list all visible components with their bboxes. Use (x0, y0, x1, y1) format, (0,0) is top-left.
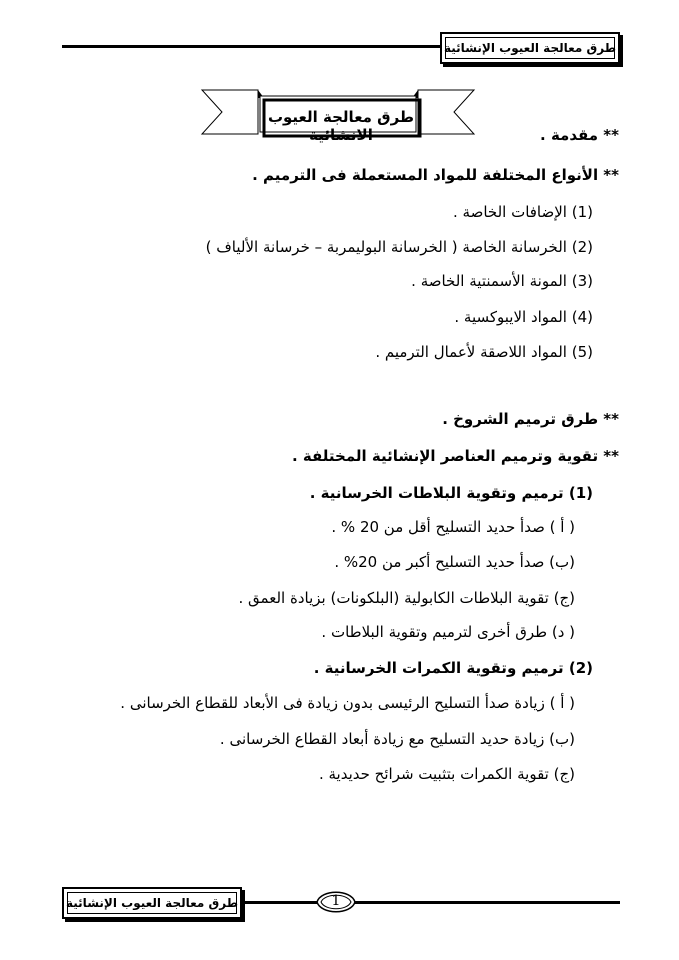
header-box (440, 32, 620, 64)
line-elements-heading: ** تقوية وترميم العناصر الإنشائية المختلفة . (291, 447, 619, 465)
line-material-3: (3) المونة الأسمنتية الخاصة . (411, 272, 593, 290)
line-cracks-heading: ** طرق ترميم الشروخ . (442, 410, 619, 428)
line-slab-c: (ج) تقوية البلاطات الكابولية (البلكونات) بزيادة العمق . (238, 589, 575, 607)
footer-label: طرق معالجة العيوب الإنشائية (66, 896, 238, 910)
footer-rule (240, 901, 620, 904)
line-materials-heading: ** الأنواع المختلفة للمواد المستعملة فى الترميم . (252, 166, 619, 184)
header-rule (62, 45, 440, 48)
header-label: طرق معالجة العيوب الإنشائية (444, 41, 616, 55)
line-slabs-heading: (1) ترميم وتقوية البلاطات الخرسانية . (309, 484, 593, 502)
footer-box (62, 887, 242, 919)
line-material-1: (1) الإضافات الخاصة . (453, 203, 593, 221)
line-beams-heading: (2) ترميم وتقوية الكمرات الخرسانية . (313, 659, 593, 677)
line-beam-c: (ج) تقوية الكمرات بتثبيت شرائح حديدية . (318, 765, 575, 783)
line-slab-a: ( أ ) صدأ حديد التسليح أقل من 20 % . (331, 518, 575, 536)
line-slab-b: (ب) صدأ حديد التسليح أكبر من 20% . (334, 553, 575, 571)
line-beam-b: (ب) زيادة حديد التسليح مع زيادة أبعاد القطاع الخرسانى . (219, 730, 575, 748)
line-material-2: (2) الخرسانة الخاصة ( الخرسانة البوليمربة – خرسانة الألياف ) (205, 238, 593, 256)
line-material-4: (4) المواد الايبوكسية . (454, 308, 593, 326)
line-intro: ** مقدمة . (540, 126, 619, 144)
banner-title: طرق معالجة العيوب الانشائية (267, 108, 415, 144)
page-number: 1 (331, 893, 341, 909)
line-material-5: (5) المواد اللاصقة لأعمال الترميم . (375, 343, 593, 361)
line-slab-d: ( د) طرق أخرى لترميم وتقوية البلاطات . (321, 623, 575, 641)
line-beam-a: ( أ ) زيادة صدأ التسليح الرئيسى بدون زيادة فى الأبعاد للقطاع الخرسانى . (120, 694, 575, 712)
